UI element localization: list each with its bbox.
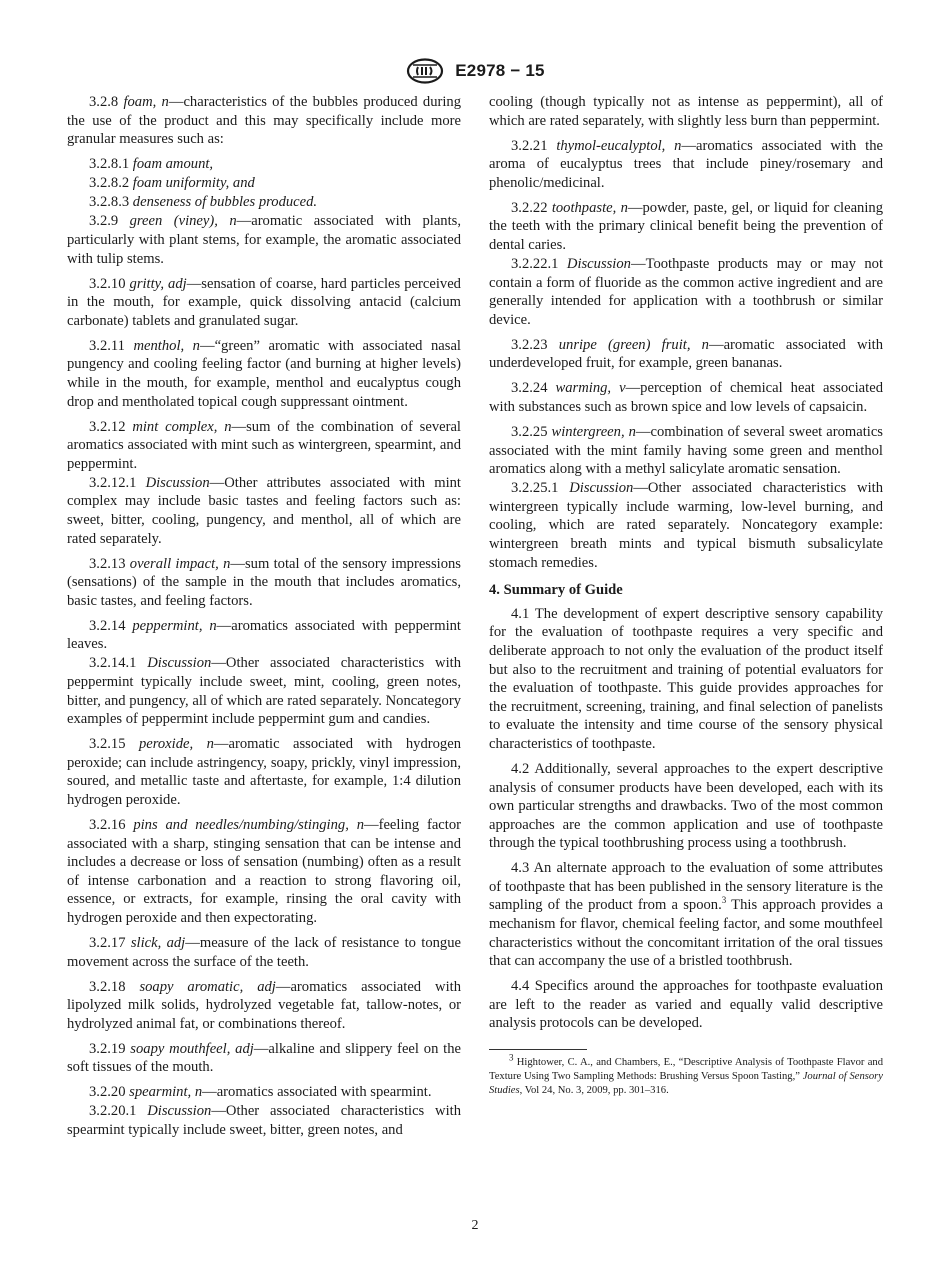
entry-number: 3.2.8 bbox=[89, 94, 119, 110]
entry-definition: —sum total of the sensory impressions (sensations) of the sample in the mouth that includes aromatics, basic tastes, and feeling factors. bbox=[67, 555, 461, 609]
definition-entry bbox=[67, 174, 461, 193]
entry-number: 3.2.8.3 bbox=[89, 194, 130, 211]
entry-term: unripe (green) fruit, n bbox=[558, 336, 709, 353]
footnote-number: 3 bbox=[509, 1052, 514, 1063]
entry-term: thymol-eucalyptol, n bbox=[556, 137, 682, 154]
entry-term: green (viney), n bbox=[129, 213, 237, 230]
entry-term: soapy aromatic, adj bbox=[139, 978, 276, 995]
definition-entry bbox=[67, 155, 461, 174]
entry-term: spearmint, n bbox=[129, 1084, 203, 1101]
entry-number: 3.2.20 bbox=[89, 1084, 126, 1101]
entry-term: pins and needles/numbing/stinging, n bbox=[133, 817, 364, 833]
entry-definition: —aromatics associated with lipolyzed milk solids, hydrolyzed vegetable fat, tallow-notes, or hydrolyzed animal fat, or combinations thereof. bbox=[67, 978, 461, 1032]
definition-entry bbox=[489, 379, 883, 416]
section-heading: 4. Summary of Guide bbox=[489, 582, 623, 599]
document-number: E2978 − 15 bbox=[455, 61, 545, 80]
entry-term: denseness of bubbles produced. bbox=[132, 194, 318, 211]
entry-definition: —aromatic associated with hydrogen peroxide; can include astringency, soapy, prickly, vinyl impression, soured, and metallic taste and aftertaste, for example, 1:4 dilution hydrogen peroxide. bbox=[67, 736, 462, 809]
entry-term: overall impact, n bbox=[129, 555, 231, 572]
entry-number: 3.2.8.1 bbox=[89, 156, 130, 173]
entry-number: 3.2.15 bbox=[89, 736, 126, 753]
definition-entry bbox=[489, 423, 883, 479]
entry-number: 3.2.22.1 bbox=[511, 256, 559, 273]
entry-number: 3.2.20.1 bbox=[89, 1103, 137, 1120]
entry-definition: —characteristics of the bubbles produced during the use of the product and this may specifically include more granular measures such as: bbox=[67, 94, 461, 148]
page-number: 2 bbox=[471, 1218, 479, 1233]
definition-entry bbox=[67, 654, 461, 728]
entry-term: menthol, n bbox=[133, 337, 200, 354]
definition-list bbox=[489, 137, 883, 573]
entry-number: 3.2.21 bbox=[511, 137, 548, 154]
entry-number: 3.2.19 bbox=[89, 1040, 126, 1057]
entry-definition: —sensation of coarse, hard particles perceived in the mouth, for example, quick dissolving antacid (calcium carbonate) tablets and granulated sugar. bbox=[67, 275, 461, 329]
entry-term: peppermint, n bbox=[132, 617, 217, 634]
footnote-divider bbox=[489, 1049, 587, 1050]
entry-number: 3.2.18 bbox=[89, 978, 126, 995]
definition-entry bbox=[67, 474, 461, 548]
entry-definition: —powder, paste, gel, or liquid for cleaning the teeth with the primary clinical benefit being the prevention of dental caries. bbox=[489, 199, 883, 253]
entry-definition: —Toothpaste products may or may not contain a form of fluoride as the common active ingredient and are generally intended for application with a toothbrush or similar device. bbox=[489, 256, 883, 328]
entry-term: peroxide, n bbox=[138, 736, 214, 753]
definition-entry bbox=[67, 1083, 461, 1102]
definition-entry bbox=[489, 137, 883, 193]
definition-entry bbox=[67, 93, 461, 149]
footnote-journal: Journal of Sensory Studies bbox=[489, 1070, 883, 1096]
entry-term: Discussion bbox=[145, 474, 210, 491]
page-header bbox=[0, 56, 950, 86]
entry-term: foam amount, bbox=[132, 156, 214, 173]
entry-number: 3.2.25.1 bbox=[511, 480, 559, 497]
entry-definition: —aromatic associated with plants, particularly with plant stems, for example, the aromatic associated with tulip stems. bbox=[67, 213, 461, 267]
entry-number: 3.2.13 bbox=[89, 555, 126, 572]
entry-term: gritty, adj bbox=[129, 275, 187, 292]
entry-definition: —Other associated characteristics with wintergreen typically include warming, low-level burning, and cooling, which are rated separately. Noncategory example: wintergreen breath mints and typical bismuth subsalicylate stomach remedies. bbox=[489, 480, 883, 571]
definition-entry bbox=[67, 617, 461, 654]
definition-entry bbox=[489, 255, 883, 329]
entry-number: 3.2.24 bbox=[511, 380, 548, 397]
definition-entry bbox=[67, 555, 461, 611]
entry-number: 3.2.9 bbox=[89, 213, 119, 230]
entry-number: 3.2.12 bbox=[89, 418, 126, 435]
entry-term: wintergreen, n bbox=[551, 423, 636, 440]
definition-entry bbox=[67, 735, 461, 809]
entry-number: 3.2.14 bbox=[89, 617, 126, 634]
definition-entry bbox=[67, 934, 461, 971]
entry-term: Discussion bbox=[147, 655, 212, 672]
entry-definition: —perception of chemical heat associated with substances such as brown spice and low levels of capsaicin. bbox=[489, 380, 883, 415]
entry-term: foam, n bbox=[123, 94, 169, 110]
entry-number: 3.2.25 bbox=[511, 423, 548, 440]
definition-entry bbox=[67, 193, 461, 212]
definition-entry bbox=[489, 479, 883, 572]
entry-number: 3.2.10 bbox=[89, 275, 126, 292]
footnote-text-end: , Vol 24, No. 3, 2009, pp. 301–316. bbox=[519, 1084, 669, 1096]
entry-term: Discussion bbox=[569, 480, 634, 497]
entry-term: Discussion bbox=[566, 256, 631, 273]
definition-entry bbox=[489, 199, 883, 255]
paragraph-4-2: 4.2 Additionally, several approaches to the expert descriptive analysis of consumer products have been developed, each with its own particular strengths and drawbacks. Two of the most common approaches are the common application and use of toothpaste through the typical toothbrushing process using a toothbrush. bbox=[489, 760, 883, 852]
entry-number: 3.2.8.2 bbox=[89, 175, 130, 192]
definition-entry bbox=[67, 275, 461, 331]
entry-definition: —Other associated characteristics with spearmint typically include sweet, bitter, green notes, and bbox=[67, 1103, 461, 1138]
footnote-reference[interactable]: 3 bbox=[721, 895, 727, 906]
paragraph-4-4: 4.4 Specifics around the approaches for toothpaste evaluation are left to the reader as varied and equally valid descriptive analysis protocols can be developed. bbox=[489, 978, 883, 1032]
entry-number: 3.2.12.1 bbox=[89, 474, 137, 491]
entry-term: slick, adj bbox=[130, 934, 186, 951]
entry-term: toothpaste, n bbox=[551, 199, 628, 216]
definition-entry bbox=[67, 978, 461, 1034]
definition-entry bbox=[67, 337, 461, 411]
paragraph-4-1: 4.1 The development of expert descriptive sensory capability for the evaluation of toothpaste requires a very specific and deliberate approach to not only the evaluation of the product itself but also to the recruitment and training of potential evaluators for the evaluation of toothpaste. This guide provides approaches for the recruitment, screening, training, and final selection of panelists to evaluate the intensity and time course of the sensory physical characteristics of toothpaste. bbox=[489, 605, 883, 752]
entry-number: 3.2.23 bbox=[511, 336, 548, 353]
entry-definition: —Other associated characteristics with peppermint typically include sweet, mint, cooling, green notes, bitter, and pungency, all of which are rated separately. Noncategory examples of peppermint include peppermint gum and candies. bbox=[67, 655, 461, 728]
entry-number: 3.2.17 bbox=[89, 934, 126, 951]
entry-definition: —aromatics associated with peppermint leaves. bbox=[67, 617, 461, 653]
entry-number: 3.2.16 bbox=[89, 817, 126, 833]
definition-entry bbox=[67, 1040, 461, 1077]
footnote-text: Hightower, C. A., and Chambers, E., “Descriptive Analysis of Toothpaste Flavor and Texture Using Two Sampling Methods: Brushing Versus Spoon Tasting,” bbox=[489, 1057, 883, 1082]
paragraph-4-3-text: 4.3 An alternate approach to the evaluation of some attributes of toothpaste that has been published in the sensory literature is the sampling of the product from a spoon. bbox=[489, 860, 883, 914]
entry-definition: —combination of several sweet aromatics associated with the mint family having some green and menthol aromatics along with a methyl salicylate aromatic sensation. bbox=[489, 423, 883, 478]
right-column bbox=[489, 93, 883, 1097]
paragraph-4-3-text-cont: This approach provides a mechanism for flavor, chemical feeling factor, and some mouthfeel characteristics without the concomitant irritation of the oral tissues that can accompany the use of a bristled toothbrush. bbox=[489, 897, 883, 970]
entry-definition: —sum of the combination of several aromatics associated with mint such as wintergreen, spearmint, and peppermint. bbox=[67, 418, 461, 472]
entry-definition: —alkaline and slippery feel on the soft tissues of the mouth. bbox=[67, 1040, 461, 1076]
entry-term: warming, v bbox=[555, 380, 626, 397]
entry-number: 3.2.14.1 bbox=[89, 655, 137, 672]
definition-entry bbox=[67, 816, 461, 928]
paragraph-4-3 bbox=[489, 859, 883, 971]
left-column bbox=[67, 93, 461, 1146]
definition-entry bbox=[67, 418, 461, 474]
entry-definition: —Other attributes associated with mint complex may include basic tastes and feeling factors such as: sweet, bitter, cooling, pungency, and menthol, all of which are rated separately. bbox=[67, 474, 461, 547]
entry-term: foam uniformity, and bbox=[132, 175, 255, 192]
entry-number: 3.2.22 bbox=[511, 199, 548, 216]
entry-definition: —measure of the lack of resistance to tongue movement across the surface of the teeth. bbox=[67, 934, 461, 970]
entry-definition: —aromatics associated with spearmint. bbox=[202, 1084, 432, 1101]
entry-term: Discussion bbox=[147, 1103, 212, 1120]
entry-term: soapy mouthfeel, adj bbox=[130, 1040, 254, 1057]
definition-entry bbox=[67, 212, 461, 268]
entry-definition: —“green” aromatic with associated nasal pungency and cooling feeling factor (and burning at higher levels) while in the mouth, for example, menthol and eucalyptus cough drop and mentholated topical cough suppressant ointment. bbox=[67, 337, 461, 410]
definition-entry bbox=[489, 336, 883, 373]
footnote bbox=[489, 1052, 883, 1097]
entry-term: mint complex, n bbox=[132, 418, 232, 435]
definition-entry bbox=[67, 1102, 461, 1139]
entry-definition: —feeling factor associated with a sharp, stinging sensation that can be intense and includes a decrease or loss of sensation (numbing) often as a result of intense carbonation and a reaction to strong flavoring oil, essence, or extracts, for example, rinsing the oral cavity with hydrogen peroxide and then expectorating. bbox=[67, 817, 461, 926]
astm-logo-icon bbox=[405, 58, 445, 84]
entry-definition: —aromatics associated with the aroma of eucalyptus trees that include piney/rosemary and phenolic/medicinal. bbox=[489, 137, 883, 191]
entry-number: 3.2.11 bbox=[89, 337, 125, 354]
continued-paragraph: cooling (though typically not as intense as peppermint), all of which are rated separately, with slightly less burn than peppermint. bbox=[489, 94, 883, 129]
entry-definition: —aromatic associated with underdeveloped fruit, for example, green bananas. bbox=[489, 336, 883, 372]
